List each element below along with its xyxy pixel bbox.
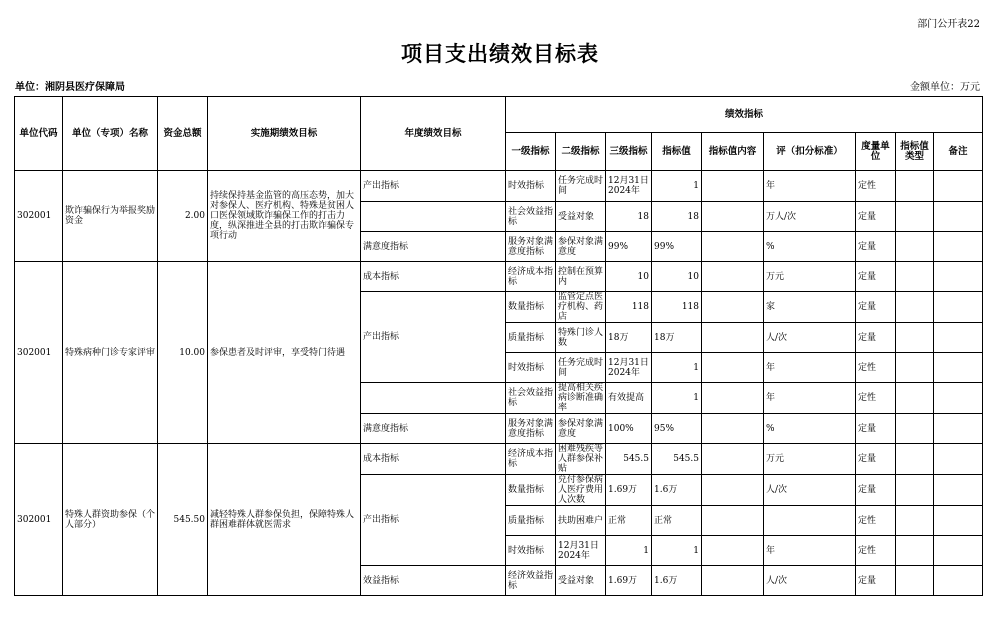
scoring-cell (702, 353, 764, 383)
level2-cell: 社会效益指标 (506, 383, 556, 414)
header-project-name: 单位（专项）名称 (63, 97, 158, 171)
level3-cell (556, 475, 606, 506)
blank-cell (896, 475, 934, 506)
level3-cell: 特殊门诊人数 (556, 323, 606, 353)
scoring-cell (702, 202, 764, 232)
value-type-cell: 定量 (856, 292, 896, 323)
value-type-cell: 定量 (856, 566, 896, 596)
value-content-cell: 1 (652, 383, 702, 414)
form-number: 部门公开表22 (917, 19, 980, 30)
level3-cell: 参保对象满意度 (556, 414, 606, 444)
annual-goal-cell: 效益指标 (361, 566, 506, 596)
value-cell: 545.5 (606, 444, 652, 475)
unit-code-cell: 302001 (15, 444, 63, 596)
header-scoring: 评（扣分标准） (764, 133, 856, 171)
measure-unit-cell: % (764, 232, 856, 262)
remark-cell (934, 323, 983, 353)
measure-unit-cell: 万元 (764, 262, 856, 292)
funds-cell: 10.00 (158, 262, 208, 444)
level3-cell: 参保对象满意度 (556, 232, 606, 262)
value-type-cell: 定量 (856, 232, 896, 262)
header-level3: 三级指标 (606, 133, 652, 171)
header-level1: 一级指标 (506, 133, 556, 171)
level3-text: 困难残疾等人群参保补贴 (558, 444, 603, 474)
scoring-cell (702, 292, 764, 323)
remark-cell (934, 414, 983, 444)
funds-cell: 2.00 (158, 171, 208, 262)
amount-unit-label: 金额单位：万元 (910, 82, 980, 93)
value-type-cell: 定量 (856, 444, 896, 475)
measure-unit-cell: 万人/次 (764, 202, 856, 232)
annual-goal-cell: 产出指标 (361, 171, 506, 202)
scoring-cell (702, 232, 764, 262)
blank-cell (896, 414, 934, 444)
level2-cell: 数量指标 (506, 292, 556, 323)
value-type-cell: 定性 (856, 353, 896, 383)
remark-cell (934, 202, 983, 232)
project-name-cell: 特殊病种门诊专家评审 (63, 262, 158, 444)
value-cell: 10 (606, 262, 652, 292)
value-cell: 1 (606, 536, 652, 566)
scoring-cell (702, 383, 764, 414)
value-content-cell: 1.6万 (652, 566, 702, 596)
blank-cell (896, 323, 934, 353)
remark-cell (934, 383, 983, 414)
remark-cell (934, 232, 983, 262)
performance-table (14, 96, 983, 596)
level3-text: 提高相关疾病诊断准确率 (558, 383, 603, 413)
header-value-content: 指标值内容 (702, 133, 764, 171)
remark-cell (934, 292, 983, 323)
remark-cell (934, 171, 983, 202)
value-cell: 18万 (606, 323, 652, 353)
header-total-funds: 资金总额 (158, 97, 208, 171)
project-name-cell: 特殊人群资助参保（个人部分） (63, 444, 158, 596)
value-type-cell: 定量 (856, 202, 896, 232)
scoring-cell (702, 414, 764, 444)
measure-unit-cell: 万元 (764, 444, 856, 475)
table-row (15, 444, 983, 475)
measure-unit-cell: 年 (764, 383, 856, 414)
annual-goal-cell: 成本指标 (361, 444, 506, 475)
value-cell: 正常 (606, 506, 652, 536)
measure-unit-cell (764, 506, 856, 536)
blank-cell (896, 444, 934, 475)
value-type-cell: 定性 (856, 171, 896, 202)
unit-code-cell: 302001 (15, 262, 63, 444)
value-content-cell: 18万 (652, 323, 702, 353)
annual-goal-cell: 成本指标 (361, 262, 506, 292)
value-cell: 99% (606, 232, 652, 262)
level2-cell: 质量指标 (506, 506, 556, 536)
header-indicators: 绩效指标 (506, 97, 983, 133)
blank-cell (896, 383, 934, 414)
annual-goal-cell (361, 383, 506, 414)
header-period-goal: 实施期绩效目标 (208, 97, 361, 171)
value-cell: 12月31日 2024年 (606, 171, 652, 202)
level2-cell: 服务对象满意度指标 (506, 232, 556, 262)
page-title: 项目支出绩效目标表 (401, 41, 599, 66)
header-remark: 备注 (934, 133, 983, 171)
header-value: 指标值 (652, 133, 702, 171)
scoring-cell (702, 475, 764, 506)
remark-cell (934, 353, 983, 383)
period-goal-cell: 持续保持基金监管的高压态势，加大对参保人、医疗机构、特殊是贫困人口医保领域欺诈骗保工作的打击力度，纵深推进全县的打击欺诈骗保专项行动 (208, 171, 361, 262)
annual-goal-cell: 满意度指标 (361, 414, 506, 444)
level3-cell: 受益对象 (556, 202, 606, 232)
level2-cell: 时效指标 (506, 171, 556, 202)
level3-cell: 扶助困难户 (556, 506, 606, 536)
level2-cell: 时效指标 (506, 353, 556, 383)
remark-cell (934, 262, 983, 292)
blank-cell (896, 353, 934, 383)
value-cell: 12月31日 2024年 (606, 353, 652, 383)
funds-cell: 545.50 (158, 444, 208, 596)
measure-unit-cell: 人/次 (764, 566, 856, 596)
annual-goal-cell: 产出指标 (361, 292, 506, 383)
header-annual-goal: 年度绩效目标 (361, 97, 506, 171)
level2-cell: 服务对象满意度指标 (506, 414, 556, 444)
annual-goal-cell (361, 202, 506, 232)
value-type-cell: 定量 (856, 414, 896, 444)
level3-cell (556, 444, 606, 475)
level3-cell: 控制在预算内 (556, 262, 606, 292)
remark-cell (934, 444, 983, 475)
table-row (15, 262, 983, 292)
blank-cell (896, 232, 934, 262)
scoring-cell (702, 262, 764, 292)
level2-cell: 时效指标 (506, 536, 556, 566)
value-content-cell: 1 (652, 171, 702, 202)
blank-cell (896, 262, 934, 292)
value-cell: 18 (606, 202, 652, 232)
value-type-cell: 定量 (856, 323, 896, 353)
scoring-cell (702, 444, 764, 475)
measure-unit-cell: % (764, 414, 856, 444)
level3-text: 兑付参保病人医疗费用人次数 (558, 475, 603, 505)
table-row (15, 171, 983, 202)
project-name-cell: 欺诈骗保行为举报奖励资金 (63, 171, 158, 262)
level2-cell: 经济成本指标 (506, 444, 556, 475)
value-cell: 1.69万 (606, 475, 652, 506)
scoring-cell (702, 506, 764, 536)
value-cell: 有效提高 (606, 383, 652, 414)
value-content-cell: 18 (652, 202, 702, 232)
unit-label: 单位：湘阴县医疗保障局 (15, 82, 125, 93)
unit-code-cell: 302001 (15, 171, 63, 262)
value-content-cell: 545.5 (652, 444, 702, 475)
level3-cell (556, 292, 606, 323)
measure-unit-cell: 人/次 (764, 475, 856, 506)
level3-cell: 任务完成时间 (556, 171, 606, 202)
annual-goal-cell: 满意度指标 (361, 232, 506, 262)
value-content-cell: 99% (652, 232, 702, 262)
value-cell: 100% (606, 414, 652, 444)
level2-cell: 数量指标 (506, 475, 556, 506)
level3-cell: 任务完成时间 (556, 353, 606, 383)
value-type-cell: 定量 (856, 475, 896, 506)
measure-unit-cell: 年 (764, 536, 856, 566)
value-type-cell: 定性 (856, 383, 896, 414)
measure-unit-cell: 年 (764, 171, 856, 202)
header-level2: 二级指标 (556, 133, 606, 171)
remark-cell (934, 566, 983, 596)
level2-cell: 经济效益指标 (506, 566, 556, 596)
value-content-cell: 95% (652, 414, 702, 444)
period-goal-cell: 参保患者及时评审，享受特门待遇 (208, 262, 361, 444)
blank-cell (896, 202, 934, 232)
blank-cell (896, 536, 934, 566)
scoring-cell (702, 536, 764, 566)
remark-cell (934, 475, 983, 506)
value-content-cell: 118 (652, 292, 702, 323)
level3-text: 监管定点医疗机构、药店 (558, 292, 603, 322)
remark-cell (934, 536, 983, 566)
level2-cell: 质量指标 (506, 323, 556, 353)
value-type-cell: 定量 (856, 262, 896, 292)
value-content-cell: 10 (652, 262, 702, 292)
period-goal-cell: 减轻特殊人群参保负担，保障特殊人群困难群体就医需求 (208, 444, 361, 596)
value-content-cell: 1 (652, 536, 702, 566)
level2-cell: 经济成本指标 (506, 262, 556, 292)
measure-unit-cell: 家 (764, 292, 856, 323)
blank-cell (896, 506, 934, 536)
remark-cell (934, 506, 983, 536)
value-cell: 1.69万 (606, 566, 652, 596)
header-unit-code: 单位代码 (15, 97, 63, 171)
level3-cell: 受益对象 (556, 566, 606, 596)
value-content-cell: 1 (652, 353, 702, 383)
scoring-cell (702, 566, 764, 596)
annual-goal-cell: 产出指标 (361, 475, 506, 566)
blank-cell (896, 566, 934, 596)
scoring-cell (702, 323, 764, 353)
value-content-cell: 1.6万 (652, 475, 702, 506)
header-measure-unit: 度量单位 (856, 133, 896, 171)
level3-cell: 12月31日 2024年 (556, 536, 606, 566)
blank-cell (896, 171, 934, 202)
scoring-cell (702, 171, 764, 202)
value-cell: 118 (606, 292, 652, 323)
level3-cell (556, 383, 606, 414)
measure-unit-cell: 年 (764, 353, 856, 383)
header-value-type: 指标值类型 (896, 133, 934, 171)
level2-cell: 社会效益指标 (506, 202, 556, 232)
value-content-cell: 正常 (652, 506, 702, 536)
blank-cell (896, 292, 934, 323)
measure-unit-cell: 人/次 (764, 323, 856, 353)
value-type-cell: 定性 (856, 506, 896, 536)
value-type-cell: 定性 (856, 536, 896, 566)
